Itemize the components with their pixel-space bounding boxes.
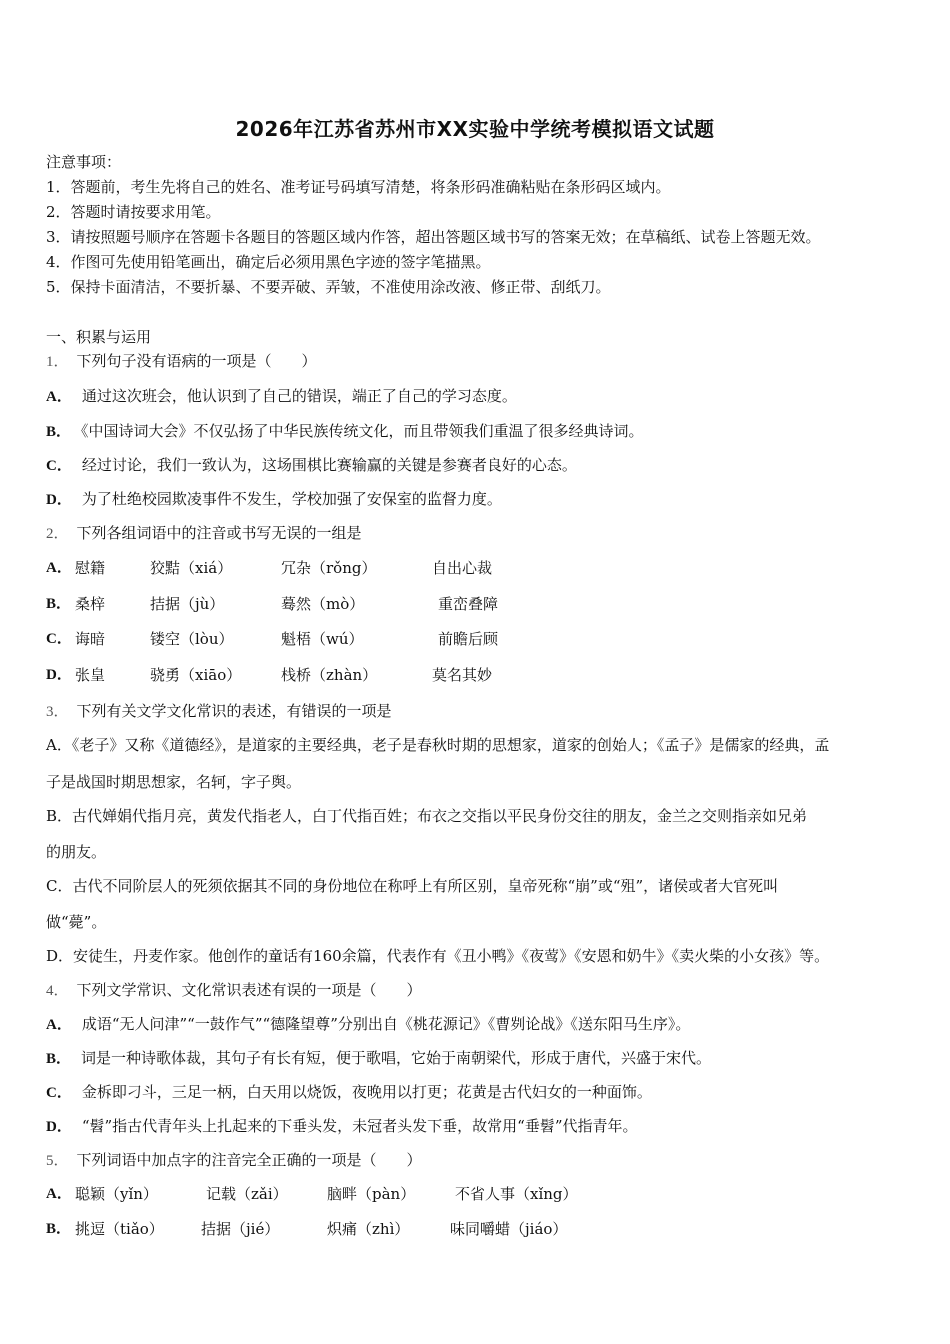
word-cell: 诲暗 [75,630,106,648]
question-number: 4． [46,983,69,999]
notice-item: 1．答题前，考生先将自己的姓名、准考证号码填写清楚，将条形码准确粘贴在条形码区域内。 [46,178,671,196]
notice-item: 2．答题时请按要求用笔。 [46,203,221,221]
question-text: 下列句子没有语病的一项是（ ） [76,352,317,370]
word-cell: 重峦叠障 [438,595,499,613]
word-cell: 挑逗（tiǎo） [75,1220,164,1238]
question-3-stem [46,701,392,722]
option-c [46,1082,652,1103]
option-b [46,421,644,442]
option-text: 《中国诗词大会》不仅弘扬了中华民族传统文化，而且带领我们重温了很多经典诗词。 [81,422,644,440]
option-d [46,1116,638,1137]
word-cell: 骁勇（xiāo） [150,666,242,684]
option-d: D．安徒生，丹麦作家。他创作的童话有160余篇，代表作有《丑小鸭》《夜莺》《安恩和奶牛》《卖火柴的小女孩》等。 [46,947,830,965]
notice-item: 3．请按照题号顺序在答题卡各题目的答题区域内作答，超出答题区域书写的答案无效；在草稿纸、试卷上答题无效。 [46,228,821,246]
word-cell: 慰籍 [75,559,106,577]
word-cell: 魁梧（wú） [281,630,364,648]
option-text: 通过这次班会，他认识到了自己的错误，端正了自己的学习态度。 [81,387,517,405]
option-c [46,455,577,476]
option-b-line-2: 的朋友。 [46,843,107,861]
option-label: C． [46,458,72,474]
question-number: 3． [46,704,69,720]
option-d [46,489,502,510]
question-2-stem [46,523,362,544]
notice-heading: 注意事项： [46,153,122,171]
option-label: C． [46,631,72,647]
question-1-stem [46,351,317,372]
option-a-line-2: 子是战国时期思想家，名轲，字子舆。 [46,773,302,791]
word-cell: 桑梓 [75,595,106,613]
word-cell: 拮据（jù） [150,595,225,613]
notice-item: 4．作图可先使用铅笔画出，确定后必须用黑色字迹的签字笔描黑。 [46,253,491,271]
section-heading: 一、积累与运用 [46,328,152,346]
word-cell: 炽痛（zhì） [327,1220,410,1238]
question-number: 1． [46,354,69,370]
option-text: 金柝即刁斗，三足一柄，白天用以烧饭，夜晚用以打更；花黄是古代妇女的一种面饰。 [81,1083,652,1101]
option-label: B． [46,1051,72,1067]
question-text: 下列文学常识、文化常识表述有误的一项是（ ） [76,981,422,999]
option-c-line-1: C．古代不同阶层人的死须依据其不同的身份地位在称呼上有所区别，皇帝死称“崩”或“殂”，诸侯或者大官死叫 [46,877,779,895]
word-cell: 镂空（lòu） [150,630,234,648]
option-label: A． [46,1186,72,1202]
option-label: A． [46,560,72,576]
option-text: 词是一种诗歌体裁，其句子有长有短，便于歌唱，它始于南朝梁代，形成于唐代，兴盛于宋代。 [81,1049,712,1067]
option-label: B． [46,1221,72,1237]
notice-item: 5．保持卡面清洁，不要折暴、不要弄破、弄皱，不准使用涂改液、修正带、刮纸刀。 [46,278,611,296]
option-b [46,1048,711,1069]
question-4-stem [46,980,422,1001]
word-cell: 味同嚼蜡（jiáo） [450,1220,568,1238]
option-text: 成语“无人问津”“一鼓作气”“德隆望尊”分别出自《桃花源记》《曹刿论战》《送东阳马生序》。 [81,1015,691,1033]
word-cell: 栈桥（zhàn） [281,666,378,684]
word-cell: 狡黠（xiá） [150,559,233,577]
option-text: 经过讨论，我们一致认为，这场围棋比赛输赢的关键是参赛者良好的心态。 [81,456,577,474]
option-label: B． [46,424,72,440]
question-text: 下列各组词语中的注音或书写无误的一组是 [76,524,362,542]
word-cell: 蓦然（mò） [281,595,365,613]
question-number: 2． [46,526,69,542]
word-cell: 自出心裁 [432,559,493,577]
word-cell: 不省人事（xǐng） [455,1185,578,1203]
option-label: D． [46,492,72,508]
option-label: A． [46,1017,72,1033]
option-a-line-1: A．《老子》又称《道德经》，是道家的主要经典，老子是春秋时期的思想家，道家的创始人；《孟子》是儒家的经典，孟 [46,736,830,754]
word-cell: 前瞻后顾 [438,630,499,648]
option-label: B． [46,596,72,612]
option-a [46,386,517,407]
option-label: C． [46,1085,72,1101]
word-cell: 聪颖（yǐn） [75,1185,158,1203]
option-text: “髫”指古代青年头上扎起来的下垂头发，未冠者头发下垂，故常用“垂髫”代指青年。 [81,1117,638,1135]
word-cell: 脑畔（pàn） [327,1185,416,1203]
option-text: 为了杜绝校园欺凌事件不发生，学校加强了安保室的监督力度。 [81,490,502,508]
word-cell: 张皇 [75,666,106,684]
option-label: D． [46,1119,72,1135]
option-label: A． [46,389,72,405]
word-cell: 冗杂（rǒng） [281,559,377,577]
question-text: 下列词语中加点字的注音完全正确的一项是（ ） [76,1151,422,1169]
option-c-line-2: 做“薨”。 [46,913,107,931]
option-b-line-1: B．古代婵娟代指月亮，黄发代指老人，白丁代指百姓；布衣之交指以平民身份交往的朋友，金兰之交则指亲如兄弟 [46,807,808,825]
option-a [46,1014,690,1035]
word-cell: 记载（zǎi） [206,1185,288,1203]
question-5-stem [46,1150,422,1171]
option-label: D． [46,667,72,683]
word-cell: 拮据（jié） [201,1220,280,1238]
question-number: 5． [46,1153,69,1169]
page-title: 2026年江苏省苏州市XX实验中学统考模拟语文试题 [235,117,715,141]
question-text: 下列有关文学文化常识的表述，有错误的一项是 [76,702,392,720]
word-cell: 莫名其妙 [432,666,493,684]
